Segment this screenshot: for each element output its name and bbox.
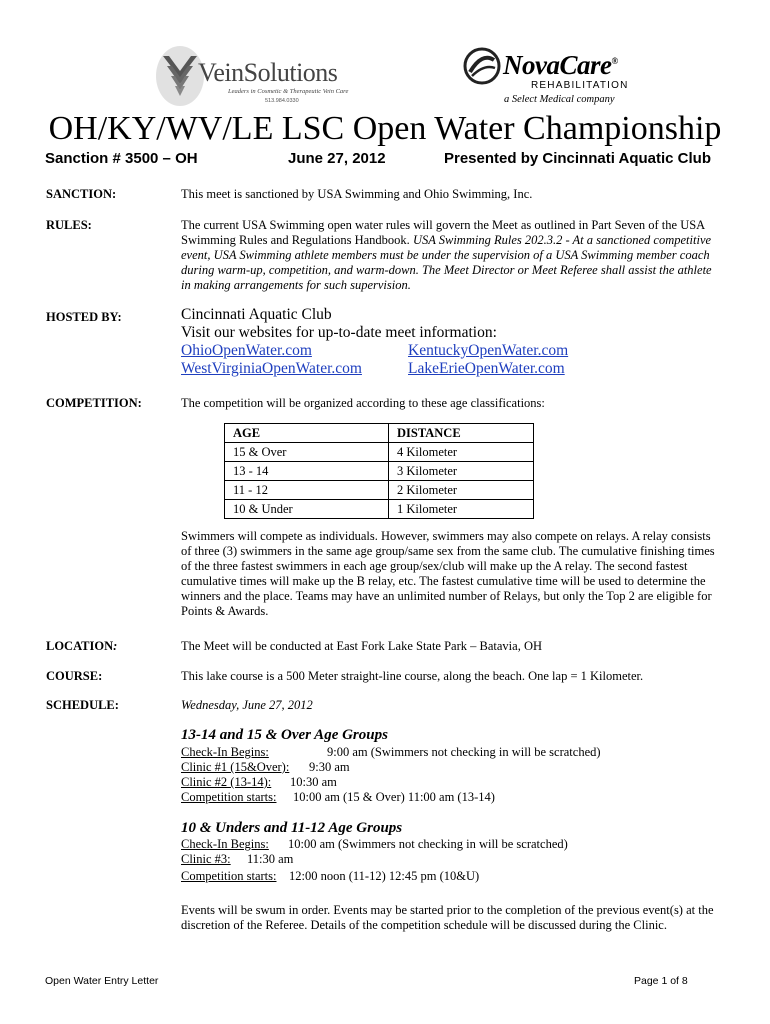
table-header-age: AGE [225, 424, 389, 443]
table-cell-age: 15 & Over [225, 443, 389, 462]
table-cell-age: 13 - 14 [225, 462, 389, 481]
footer-page-number: Page 1 of 8 [634, 975, 688, 987]
table-row [225, 443, 534, 462]
table-cell-age: 10 & Under [225, 500, 389, 519]
schedule-label: SCHEDULE: [46, 698, 119, 712]
novacare-rehabilitation: REHABILITATION [531, 80, 629, 91]
meet-date: June 27, 2012 [288, 150, 386, 167]
rules-text [181, 218, 721, 293]
group2-line-val: 10:00 am (Swimmers not checking in will be scratched) [288, 837, 568, 851]
group2-line: Check-In Begins: [181, 837, 269, 851]
table-cell-distance: 2 Kilometer [389, 481, 534, 500]
group1-line-val: 9:00 am (Swimmers not checking in will be scratched) [327, 745, 601, 759]
location-text: The Meet will be conducted at East Fork Lake State Park – Batavia, OH [181, 639, 543, 653]
link-west-virginia[interactable]: WestVirginiaOpenWater.com [181, 360, 362, 377]
footer-left: Open Water Entry Letter [45, 975, 159, 987]
group2-line: Clinic #3: [181, 852, 231, 866]
hosted-label: HOSTED BY: [46, 310, 122, 324]
sanction-text: This meet is sanctioned by USA Swimming and Ohio Swimming, Inc. [181, 187, 533, 201]
table-header-distance: DISTANCE [389, 424, 534, 443]
rules-label: RULES: [46, 218, 92, 232]
group2-line: Competition starts: [181, 869, 277, 883]
competition-label: COMPETITION: [46, 396, 142, 410]
group1-line: Competition starts: [181, 790, 277, 804]
table-cell-age: 11 - 12 [225, 481, 389, 500]
link-lake-erie[interactable]: LakeErieOpenWater.com [408, 360, 565, 377]
table-cell-distance: 3 Kilometer [389, 462, 534, 481]
group1-line: Clinic #1 (15&Over): [181, 760, 290, 774]
relay-text: Swimmers will compete as individuals. However, swimmers may also compete on relays. A relay consists of three (3) swimmers in the same age group/same sex from the same club. The cumulative finishing times of the three fastest swimmers in each age group/sex/club will make up the A relay. The second fastest cumulative times will make up the B relay, etc. The fastest cumulative time will be used to determine the winners and the place. Teams may have an unlimited number of Relays, but only the Top 2 are eligible for Points & Awards. [181, 529, 715, 618]
group2-heading: 10 & Unders and 11-12 Age Groups [181, 820, 403, 836]
table-header-row [225, 424, 534, 443]
rules-main: The current USA Swimming open water rules will govern the Meet as outlined in Part Seven of the USA Swimming Rules and Regulations Handbook. [181, 218, 705, 247]
sanction-label: SANCTION: [46, 187, 117, 201]
novacare-logo-mark [462, 46, 502, 86]
host-club: Cincinnati Aquatic Club [181, 306, 332, 323]
table-row [225, 462, 534, 481]
table-row [225, 500, 534, 519]
course-label: COURSE: [46, 669, 103, 683]
group2-line-val: 12:00 noon (11-12) 12:45 pm (10&U) [289, 869, 480, 883]
competition-intro: The competition will be organized according to these age classifications: [181, 396, 545, 410]
schedule-date: Wednesday, June 27, 2012 [181, 698, 313, 712]
table-cell-distance: 1 Kilometer [389, 500, 534, 519]
rules-italic: USA Swimming Rules 202.3.2 - At a sanctioned competitive event, USA Swimming athlete members must be under the supervision of a USA Swimming member coach during warm-up, competition, and warm-down. The Meet Director or Meet Referee shall assist the athlete in making arrangements for such supervision. [181, 233, 712, 292]
link-ohio[interactable]: OhioOpenWater.com [181, 342, 312, 359]
course-text: This lake course is a 500 Meter straight-line course, along the beach. One lap = 1 Kilometer. [181, 669, 644, 683]
group1-heading: 13-14 and 15 & Over Age Groups [181, 727, 388, 743]
group2-line-val: 11:30 am [247, 852, 294, 866]
veinsolutions-phone: 513.984.0330 [265, 98, 299, 104]
presented-by: Presented by Cincinnati Aquatic Club [444, 150, 711, 167]
link-kentucky[interactable]: KentuckyOpenWater.com [408, 342, 569, 359]
veinsolutions-wordmark: VeinSolutions [198, 58, 338, 87]
schedule-note: Events will be swum in order. Events may be started prior to the completion of the previous event(s) at the discretion of the Referee. Details of the competition schedule will be discussed during the Clinic. [181, 903, 714, 932]
novacare-wordmark: NovaCare® [503, 50, 618, 80]
group1-line: Clinic #2 (13-14): [181, 775, 272, 789]
table-row [225, 481, 534, 500]
veinsolutions-tagline: Leaders in Cosmetic & Therapeutic Vein Care [228, 88, 349, 95]
group1-line-val: 9:30 am [309, 760, 350, 774]
table-cell-distance: 4 Kilometer [389, 443, 534, 462]
visit-websites: Visit our websites for up-to-date meet information: [181, 324, 497, 341]
group1-line-val: 10:30 am [290, 775, 337, 789]
location-label: LOCATION: [46, 639, 118, 653]
group1-line: Check-In Begins: [181, 745, 269, 759]
age-distance-table [224, 423, 534, 519]
novacare-select-medical: a Select Medical company [504, 94, 615, 105]
sanction-number: Sanction # 3500 – OH [45, 150, 198, 167]
group1-line-val: 10:00 am (15 & Over) 11:00 am (13-14) [293, 790, 495, 804]
page-title: OH/KY/WV/LE LSC Open Water Championship [48, 110, 722, 147]
